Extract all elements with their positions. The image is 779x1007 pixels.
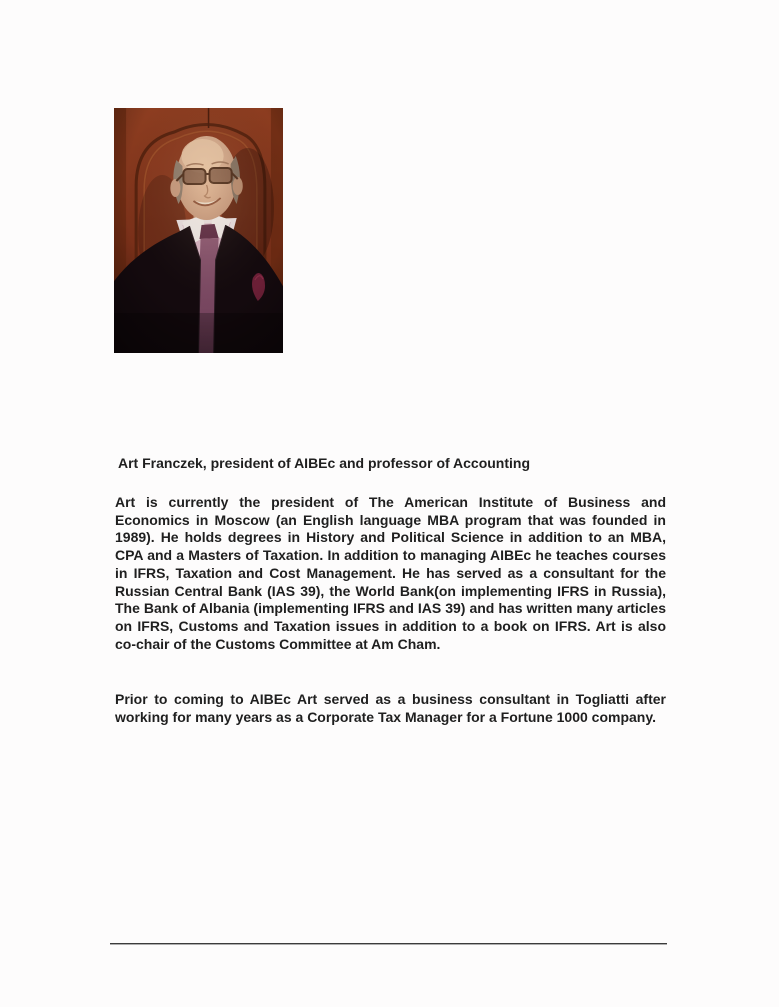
portrait-photo-illustration <box>114 108 283 353</box>
photo-vignette <box>114 108 283 353</box>
footer-divider <box>110 943 667 944</box>
bio-paragraph-2: Prior to coming to AIBEc Art served as a business consultant in Togliatti after working for many years as a Corporate Tax Manager for a Fortune 1000 company. <box>115 691 666 725</box>
page-title: Art Franczek, president of AIBEc and professor of Accounting <box>118 455 531 471</box>
bio-paragraph-1: Art is currently the president of The American Institute of Business and Economics in Moscow (an English language MBA program that was founded in 1989). He holds degrees in History and Political Science in addition to an MBA, CPA and a Masters of Taxation. In addition to managing AIBEc he teaches courses in IFRS, Taxation and Cost Management. He has served as a consultant for the Russian Central Bank (IAS 39), the World Bank(on implementing IFRS in Russia), The Bank of Albania (implementing IFRS and IAS 39) and has written many articles on IFRS, Customs and Taxation issues in addition to a book on IFRS. Art is also co-chair of the Customs Committee at Am Cham. <box>115 494 666 652</box>
portrait-photo <box>114 108 283 353</box>
